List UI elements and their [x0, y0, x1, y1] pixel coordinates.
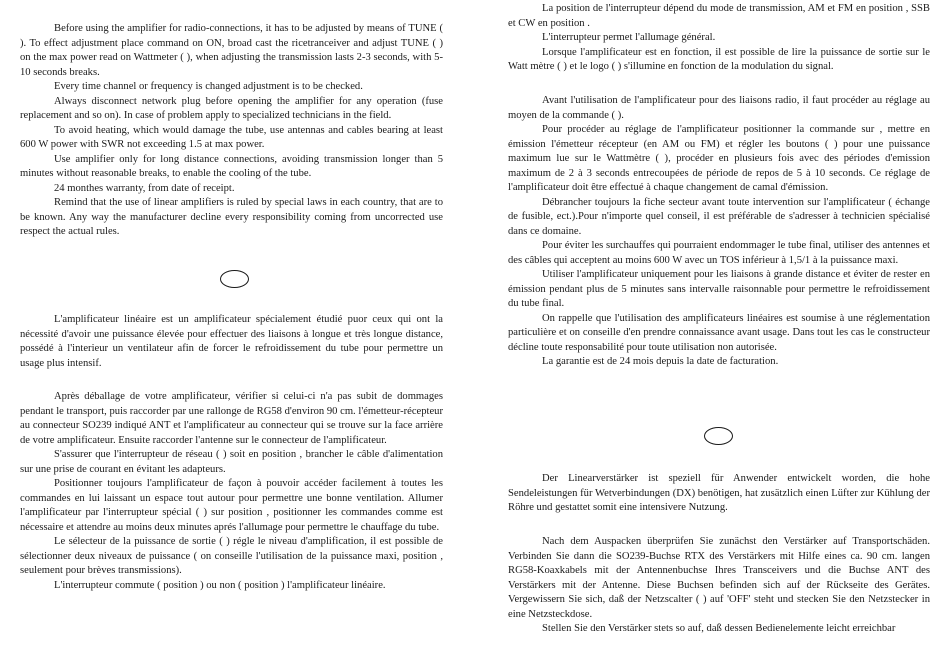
paragraph: Pour éviter les surchauffes qui pourraient endommager le tube final, utiliser des antennes et des câbles qui acceptent au moins 600 W avec un TOS inférieur à 1,5/1 à la puissance maxi. [508, 240, 930, 266]
paragraph: Débrancher toujours la fiche secteur avant toute intervention sur l'amplificateur ( échange de fusible, ect.).Pour n'importe quel conseil, il est préférable de s'adresser à technicien spécialisé dans ce domaine. [508, 196, 930, 237]
paragraph: Le sélecteur de la puissance de sortie ( ) régle le niveau d'amplification, il est possible de sélectionner deux niveaux de puissance ( on conseille l'utilisation de la puissance maxi, position , seulement pour brèves transmissions). [20, 536, 443, 576]
paragraph: Every time channel or frequency is changed adjustment is to be checked. [54, 81, 363, 92]
language-flag-icon [220, 270, 249, 288]
english-section [20, 22, 443, 240]
paragraph: Der Linearverstärker ist speziell für Anwender entwickelt worden, die hohe Sendeleistungen für Wetverbindungen (DX) benötigen, hat zusätzlich einen Lüfter zur Kühlung der Röhre und gestattet somit eine intensivere Nutzung. [508, 473, 930, 513]
french-usage-section [508, 94, 930, 370]
language-flag-icon [704, 427, 733, 445]
paragraph: Always disconnect network plug before opening the amplifier for any operation (fuse replacement and so on). In case of problem apply to specialized technicians in the field. [20, 95, 443, 121]
paragraph: Avant l'utilisation de l'amplificateur pour des liaisons radio, il faut procéder au réglage au moyen de la commande ( ). [508, 95, 930, 121]
paragraph: Positionner toujours l'amplificateur de façon à pouvoir accéder facilement à toutes les commandes en lui laissant un espace tout autour pour permettre une bonne ventilation. Allumer l'amplificateur par l'interrupteur spécial ( ) sur position , positionner les commandes comme est nécessaire et attendre au moins deux minutes aprés l'allumage pour permettre le chauffage du tube. [20, 478, 443, 533]
french-cont-section [508, 2, 930, 75]
paragraph: La garantie est de 24 mois depuis la date de facturation. [542, 356, 779, 367]
paragraph: L'interrupteur commute ( position ) ou non ( position ) l'amplificateur linéaire. [54, 579, 386, 591]
paragraph: Before using the amplifier for radio-connections, it has to be adjusted by means of TUNE ( ). To effect adjustment place command on ON, broad cast the ricetranceiver and adjust TUNE ( ) on the max power read on Wattmeter ( ), when adjusting the transmission lasts 2-3 seconds, with 5-10 seconds breaks. [20, 23, 443, 78]
paragraph: Après déballage de votre amplificateur, vérifier si celui-ci n'a pas subit de dommages pendant le transport, puis raccorder par une rallonge de RG58 d'environ 90 cm. l'émetteur-récepteur au connecteur SO239 indiqué ANT et l'amplificateur au connecteur qui se trouve sur la face arrière de votre amplificateur. Ensuite raccorder l'antenne sur le connecteur de l'amplificateur. [20, 391, 443, 446]
paragraph: Stellen Sie den Verstärker stets so auf, daß dessen Bedienelemente leicht erreichbar [542, 623, 896, 634]
paragraph: L'amplificateur linéaire est un amplificateur spécialement étudié puor ceux qui ont la nécessité d'avoir une puissance élevée pour effectuer des liaisons à longue et très longue distance, possédé à l'interieur un ventilateur afin de forcer le refroidissement du tube pour permettre un usage plus intensif. [20, 314, 443, 369]
paragraph: Use amplifier only for long distance connections, avoiding transmission longer than 5 minutes without reasonable breaks, to enable the cooling of the tube. [20, 153, 443, 179]
paragraph: L'interrupteur permet l'allumage général. [542, 32, 716, 43]
paragraph: To avoid heating, which would damage the tube, use antennas and cables bearing at least 600 W power with SWR not exceeding 1.5 at max power. [20, 124, 443, 150]
german-intro-section [508, 472, 930, 516]
german-setup-section [508, 535, 930, 637]
paragraph: Nach dem Auspacken überprüfen Sie zunächst den Verstärker auf Transportschäden. Verbinden Sie dann die SO239-Buchse RTX des Verstärkers mit Hilfe eines ca. 90 cm. langen RG58-Koaxkabels mit der Antennenbuchse Ihres Transceivers und die Buchse ANT des Verstärkers mit der Antenne. Diese Buchsen befinden sich auf der Rückseite des Gerätes. Vergewissern Sie sich, daß der Netzscalter ( ) auf 'OFF' steht und stecken Sie den Netzstecker in eine Netzsteckdose. [508, 536, 930, 620]
paragraph: 24 monthes warranty, from date of receipt. [54, 182, 235, 194]
paragraph: Remind that the use of linear amplifiers is ruled by special laws in each country, that are to be known. Any way the manufacturer decline every responsibility coming from uncorrected use respect the actual rules. [20, 197, 443, 237]
paragraph: Pour procéder au réglage de l'amplificateur positionner la commande sur , mettre en émission l'émetteur récepteur (en AM ou FM) et régler les boutons ( ) pour une puissance maximum lue sur le Wattmètre ( ), procéder en plusieurs fois avec des périodes d'emission maximum de 2 à 3 seconds entrecoupées de période de repos de 5 à 10 seconds. Ce réglage de l'amplificateur doit être effectué à chaque changement de camal d'émission. [508, 124, 930, 193]
paragraph: On rappelle que l'utilisation des amplificateurs linéaires est soumise à une réglementation particulière et on conseille d'en prendre connaissance avant usage. Dans tout les cas le constructeur décline toute responsabilité pour toute utilisation non autorisée. [508, 312, 930, 353]
paragraph: Utiliser l'amplificateur uniquement pour les liaisons à grande distance et éviter de rester en émission pendant plus de 5 minutes sans intervalle raisonnable pour permettre le refroidissement du tube final. [508, 269, 930, 309]
french-intro-section [20, 313, 443, 371]
paragraph: S'assurer que l'interrupteur de réseau ( ) soit en position , brancher le câble d'alimentation sur une prise de courant en évitant les adapteurs. [20, 449, 443, 475]
paragraph: La position de l'interrupteur dépend du mode de transmission, AM et FM en position , SSB et CW en position . [508, 3, 930, 29]
paragraph: Lorsque l'amplificateur est en fonction, il est possible de lire la puissance de sortie sur le Watt mètre ( ) et le logo ( ) s'illumine en fonction de la modulation du signal. [508, 46, 930, 72]
french-setup-section [20, 390, 443, 593]
